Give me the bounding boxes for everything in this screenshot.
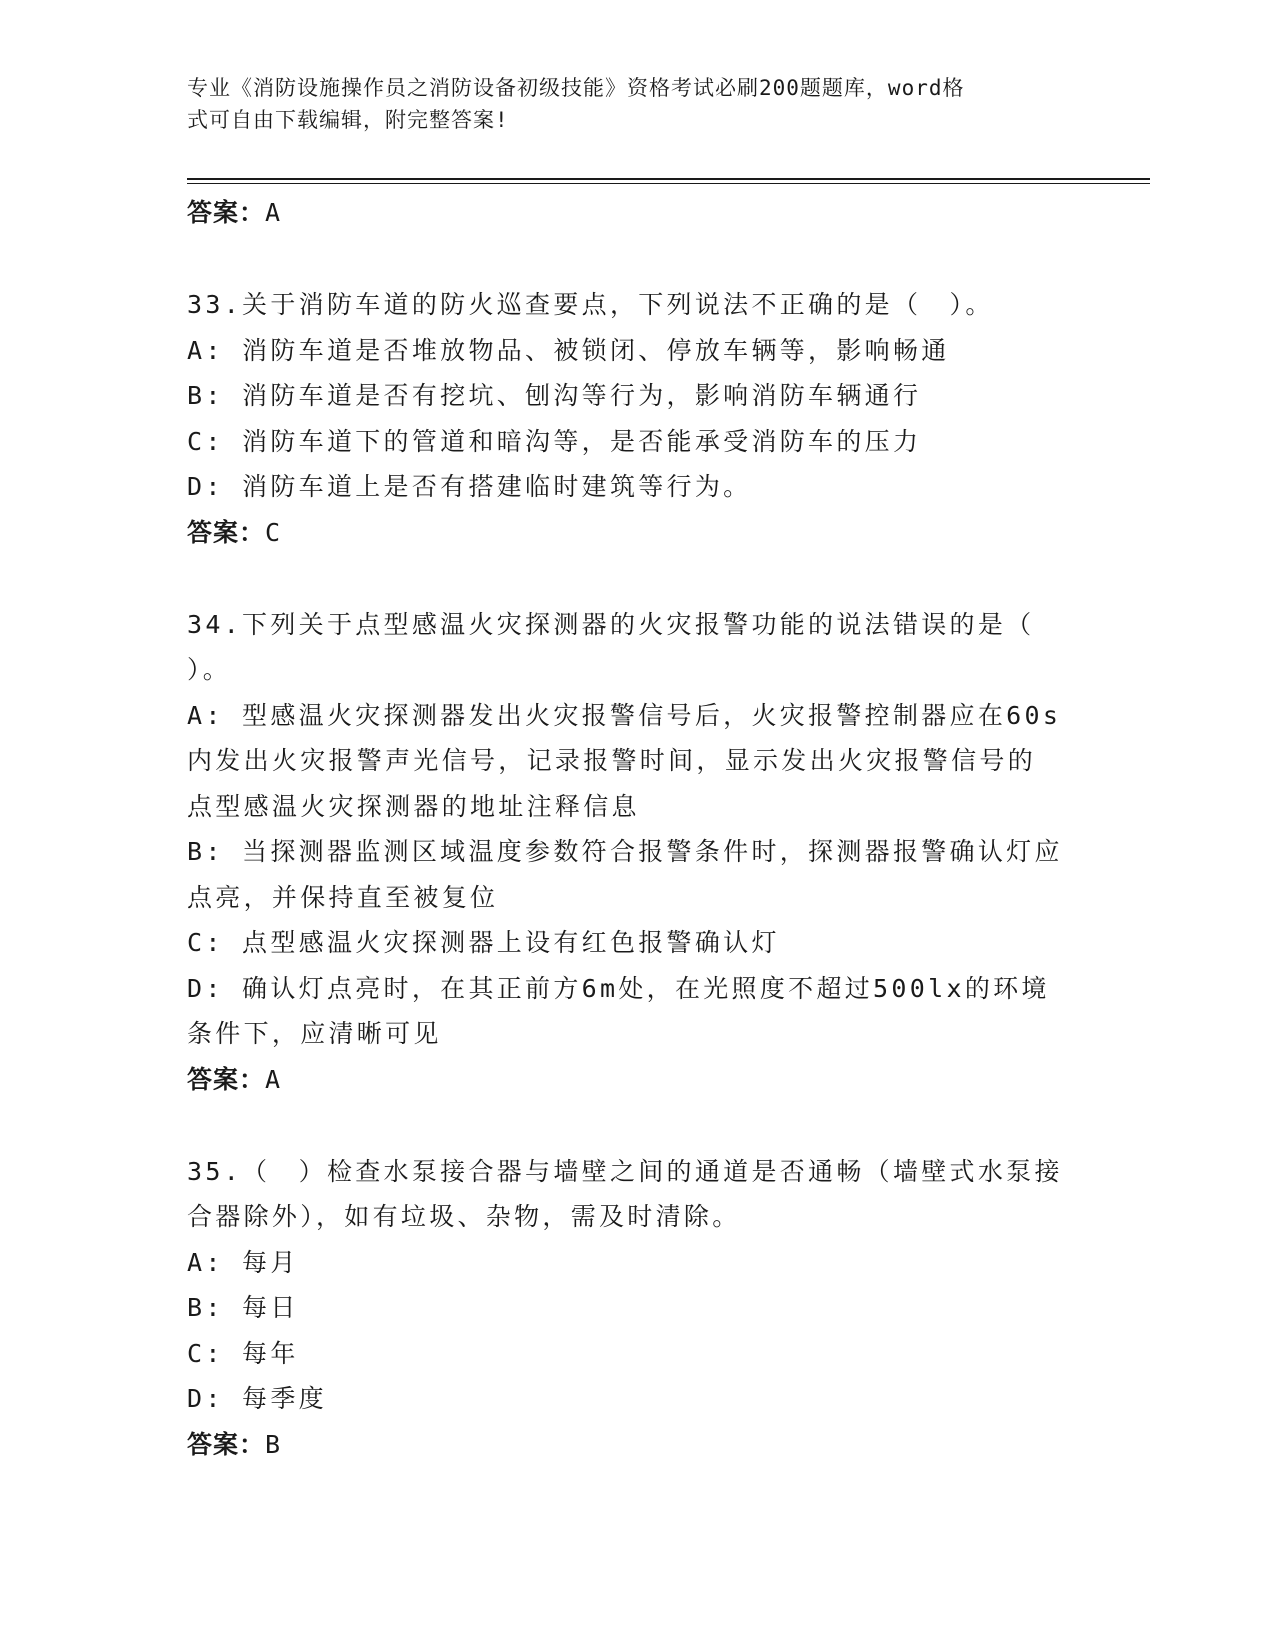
question-text-line: 合器除外），如有垃圾、杂物，需及时清除。: [187, 1202, 741, 1231]
answer-label: 答案：: [187, 1429, 266, 1459]
question-34: [187, 602, 1087, 1103]
answer-value: C: [265, 517, 282, 547]
answer-line-34: [187, 1057, 1087, 1103]
question-text-line: 34.下列关于点型感温火灾探测器的火灾报警功能的说法错误的是（: [187, 609, 1035, 639]
option-b: B: 消防车道是否有挖坑、刨沟等行为，影响消防车辆通行: [187, 381, 922, 410]
option-a-cont: 点型感温火灾探测器的地址注释信息: [187, 791, 640, 821]
option-d-cont: 条件下，应清晰可见: [187, 1019, 442, 1048]
answer-label: 答案：: [187, 517, 266, 547]
document-body: [187, 190, 1087, 1468]
option-b: B: 每日: [187, 1293, 299, 1322]
option-a: A: 每月: [187, 1247, 299, 1277]
question-text-line: 35.（ ）检查水泵接合器与墙壁之间的通道是否通畅（墙壁式水泵接: [187, 1156, 1063, 1186]
option-d: D: 每季度: [187, 1384, 327, 1413]
option-a: A: 消防车道是否堆放物品、被锁闭、停放车辆等，影响畅通: [187, 335, 950, 365]
document-header: [187, 72, 1067, 136]
option-a-cont: 内发出火灾报警声光信号，记录报警时间，显示发出火灾报警信号的: [187, 746, 1037, 775]
option-a: A: 型感温火灾探测器发出火灾报警信号后，火灾报警控制器应在60s: [187, 700, 1062, 730]
answer-line-33: [187, 510, 1087, 556]
header-line-1: 专业《消防设施操作员之消防设备初级技能》资格考试必刷200题题库，word格: [187, 76, 965, 100]
answer-value: A: [265, 198, 282, 227]
option-b-cont: 点亮，并保持直至被复位: [187, 882, 499, 912]
question-text-line: ）。: [187, 655, 232, 684]
question-33: [187, 282, 1087, 556]
option-d: D: 消防车道上是否有搭建临时建筑等行为。: [187, 472, 752, 501]
option-d: D: 确认灯点亮时，在其正前方6m处，在光照度不超过500lx的环境: [187, 973, 1050, 1003]
header-rule-thin: [187, 183, 1150, 184]
question-text-line: 33.关于消防车道的防火巡查要点，下列说法不正确的是（ ）。: [187, 290, 994, 319]
answer-line-32: [187, 190, 1087, 236]
answer-label: 答案：: [187, 1064, 266, 1094]
question-35: [187, 1149, 1087, 1468]
header-rule-thick: [187, 178, 1150, 180]
option-c: C: 消防车道下的管道和暗沟等，是否能承受消防车的压力: [187, 426, 922, 456]
answer-value: B: [265, 1429, 282, 1459]
answer-label: 答案：: [187, 198, 266, 227]
answer-value: A: [265, 1064, 282, 1094]
header-line-2: 式可自由下载编辑，附完整答案!: [187, 108, 509, 132]
answer-line-35: [187, 1422, 1087, 1468]
option-c: C: 每年: [187, 1338, 299, 1368]
option-b: B: 当探测器监测区域温度参数符合报警条件时，探测器报警确认灯应: [187, 837, 1063, 866]
option-c: C: 点型感温火灾探测器上设有红色报警确认灯: [187, 928, 780, 957]
